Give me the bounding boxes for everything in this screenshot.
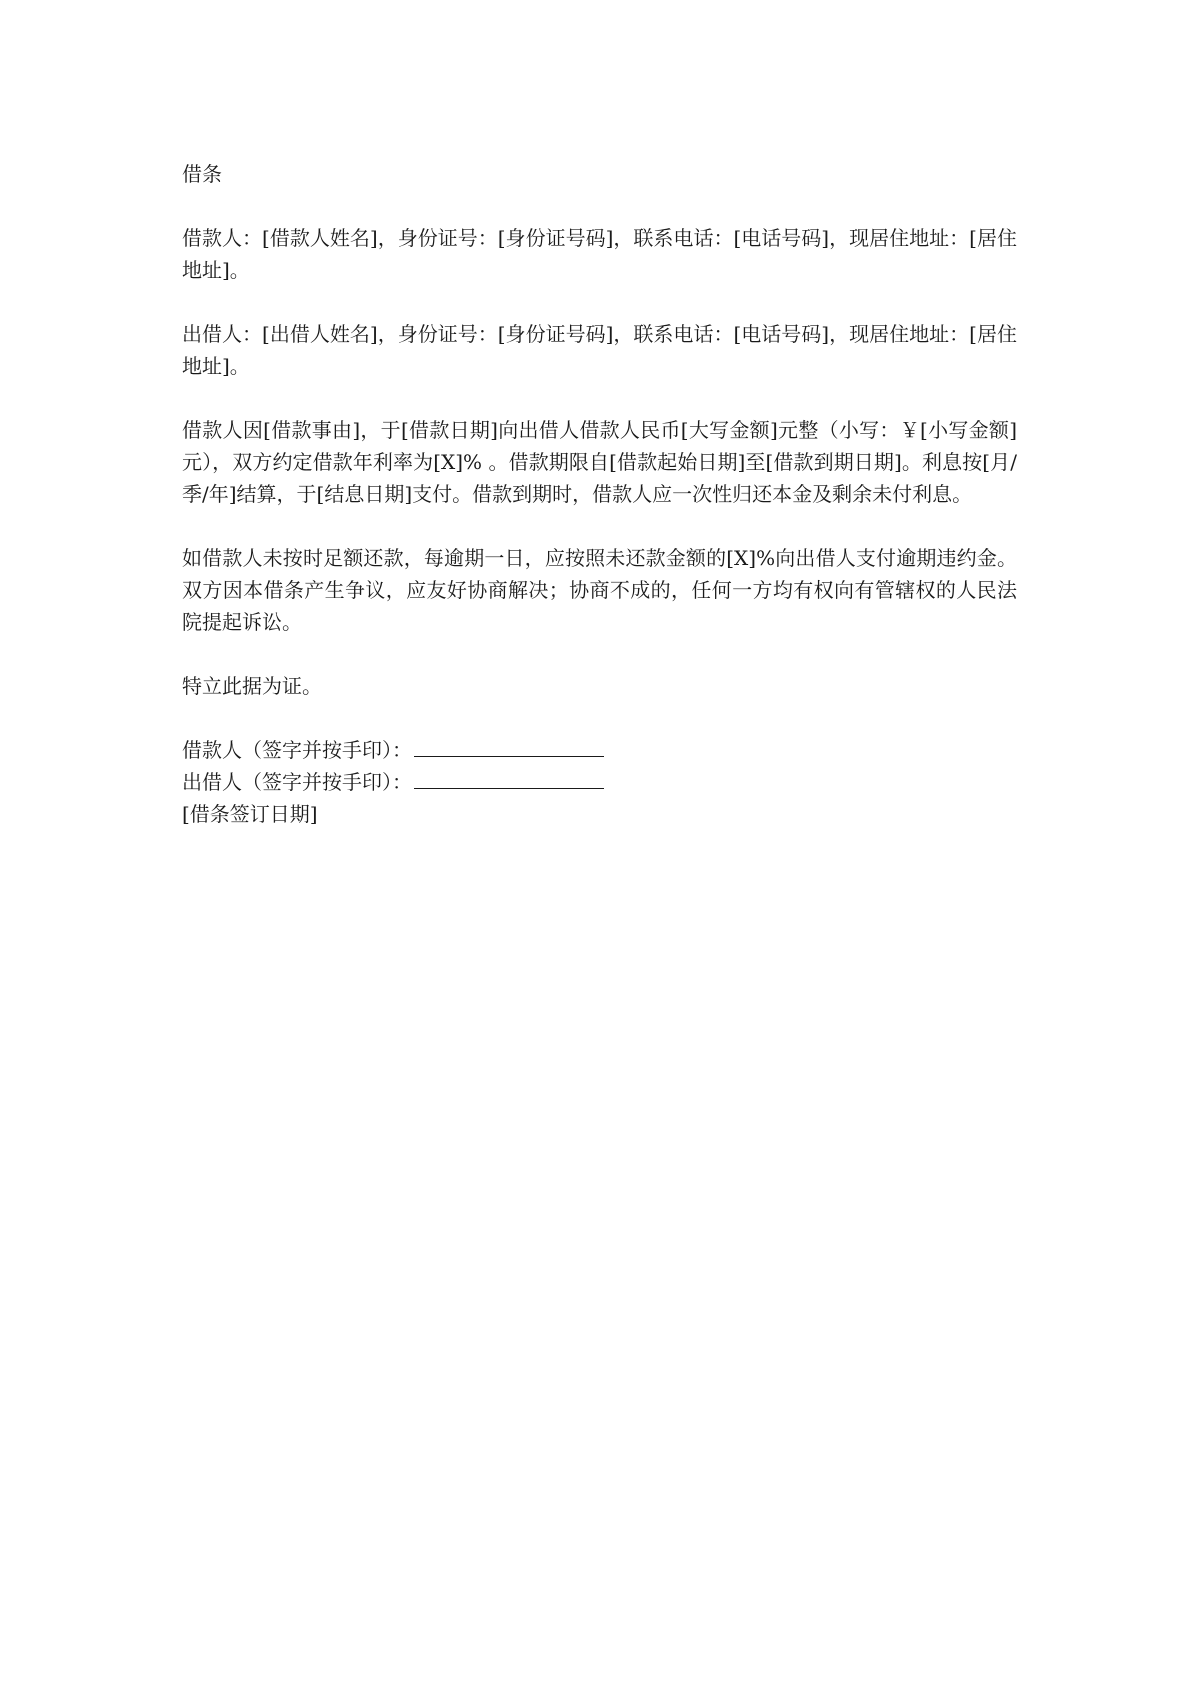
closing-statement: 特立此据为证。 <box>182 674 322 698</box>
lender-signature-label: 出借人（签字并按手印）： <box>182 770 412 794</box>
sign-date: [借条签订日期] <box>182 802 318 826</box>
borrower-signature-blank <box>414 734 604 757</box>
loan-terms-paragraph: 借款人因[借款事由]，于[借款日期]向出借人借款人民币[大写金额]元整（小写：￥[小写金额]元），双方约定借款年利率为[X]% 。借款期限自[借款起始日期]至[借款到期日期]。利息按[月/季/年]结算，于[结息日期]支付。借款到期时，借款人应一次性归还本金及剩余未付利息。 <box>182 418 1017 506</box>
signature-block <box>182 734 1017 830</box>
borrower-info-paragraph: 借款人：[借款人姓名]，身份证号：[身份证号码]，联系电话：[电话号码]，现居住地址：[居住地址]。 <box>182 226 1017 282</box>
borrower-signature-line <box>182 734 1017 766</box>
document-body <box>182 158 1017 830</box>
lender-info-paragraph: 出借人：[出借人姓名]，身份证号：[身份证号码]，联系电话：[电话号码]，现居住地址：[居住地址]。 <box>182 322 1017 378</box>
document-title: 借条 <box>182 162 222 186</box>
penalty-paragraph: 如借款人未按时足额还款，每逾期一日，应按照未还款金额的[X]%向出借人支付逾期违约金。双方因本借条产生争议，应友好协商解决；协商不成的，任何一方均有权向有管辖权的人民法院提起诉讼。 <box>182 546 1017 634</box>
lender-signature-blank <box>414 766 604 789</box>
lender-signature-line <box>182 766 1017 798</box>
borrower-signature-label: 借款人（签字并按手印）： <box>182 738 412 762</box>
